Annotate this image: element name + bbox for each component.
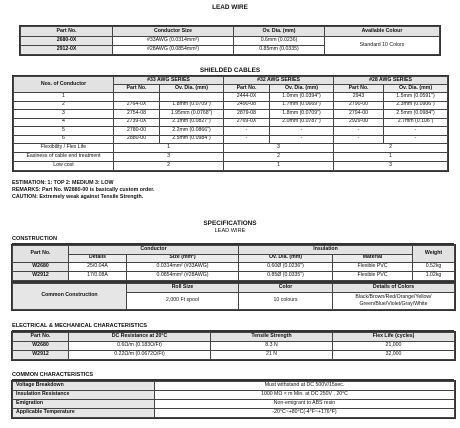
part-number: 2739-0X: [114, 118, 160, 127]
overall-diameter: 2.2mm (0.0866"): [160, 127, 224, 136]
available-colour: Standard 10 Colors: [325, 37, 440, 55]
lead-wire-table: [20, 26, 440, 55]
header-weight: Weight: [413, 246, 455, 263]
insulation-diameter: 0.85Ø (0.0335"): [239, 272, 333, 281]
rating-value: 2: [114, 162, 224, 171]
overall-diameter: 1.8mm (0.0709"): [160, 101, 224, 110]
sub-header-part-no: Part No.: [114, 85, 160, 93]
part-number: -: [334, 135, 384, 144]
part-number: W2912: [13, 272, 69, 281]
overall-diameter: -: [270, 135, 334, 144]
conductor-count: 3: [14, 110, 114, 119]
lead-wire-header-dia: Ov. Dia. (mm): [234, 27, 325, 37]
table-row: [14, 101, 448, 110]
construction-divider: [12, 243, 454, 244]
dc-resistance: 0.6Ω/m (0.183Ω/Ft): [69, 341, 211, 350]
part-number: [114, 93, 160, 102]
part-number: W2912: [13, 350, 69, 359]
overall-diameter: -: [384, 135, 448, 144]
common-characteristics-heading: COMMON CHARACTERISTICS: [12, 372, 94, 378]
part-number: 2444-0X: [224, 93, 270, 102]
header-details-of-colors: Details of Colors: [333, 284, 455, 293]
flex-life: 21,000: [333, 341, 455, 350]
characteristic-label: Voltage Breakdown: [13, 382, 155, 391]
details-of-colors-value: Black/Brown/Red/Orange/Yellow/ Green/Blue/Violet/Gray/White: [333, 292, 455, 309]
overall-diameter: 0.6mm (0.0236): [234, 37, 325, 46]
part-number: 2780-00: [114, 127, 160, 136]
roll-size-value: 2,000 Ft spool: [127, 292, 239, 309]
construction-table: [12, 245, 455, 281]
part-number: 2490-08: [224, 101, 270, 110]
header-part-no: Part No.: [13, 246, 69, 263]
part-number: -: [224, 135, 270, 144]
part-number: 2790-00: [334, 101, 384, 110]
part-number: W2680: [13, 263, 69, 272]
characteristic-value: Non-emigrant to ABS resin: [155, 400, 455, 409]
rating-row: [14, 153, 448, 162]
part-number: 2880-00: [114, 135, 160, 144]
specifications-subtitle: LEAD WIRE: [214, 228, 246, 234]
part-number: 2754-08: [114, 110, 160, 119]
estimation-note: ESTIMATION: 1: TOP 2: MEDIUM 3: LOW: [12, 180, 114, 186]
rating-label: Easiness of cable end treatment: [14, 153, 114, 162]
electrical-table: [12, 332, 455, 360]
color-count-value: 10 colours: [239, 292, 333, 309]
header-flex-life: Flex Life (cycles): [333, 333, 455, 342]
weight: 0.52kg: [413, 263, 455, 272]
overall-diameter: 2.5mm (0.0984"): [160, 135, 224, 144]
conductor-count: 5: [14, 127, 114, 136]
sub-header-material: Material: [333, 254, 413, 263]
part-number: 2929-00: [334, 118, 384, 127]
rating-row: [14, 144, 448, 153]
part-number: 2912-0X: [21, 46, 113, 55]
overall-diameter: 0.85mm (0.0335): [234, 46, 325, 55]
tensile-strength: 8.3 N: [211, 341, 333, 350]
table-row: [14, 110, 448, 119]
table-row: [13, 382, 455, 391]
sub-header-part-no: Part No.: [334, 85, 384, 93]
tensile-strength: 21 N: [211, 350, 333, 359]
rating-value: 1: [334, 153, 448, 162]
overall-diameter: 1.8mm (0.0709"): [270, 110, 334, 119]
overall-diameter: [160, 93, 224, 102]
header-32-awg-series: #32 AWG SERIES: [224, 77, 334, 85]
characteristic-value: Must withstand at DC 500V/15sec.: [155, 382, 455, 391]
sub-header-details: Details: [69, 254, 127, 263]
characteristic-label: Insulation Resistance: [13, 391, 155, 400]
part-number: 2879-08: [224, 110, 270, 119]
lead-wire-header-colour: Available Colour: [325, 27, 440, 37]
construction-sub-header-row: [13, 254, 455, 263]
conductor-count: 6: [14, 135, 114, 144]
electrical-header-row: [13, 333, 455, 342]
overall-diameter: 2.1mm (0.0827"): [160, 118, 224, 127]
construction-heading: CONSTRUCTION: [12, 236, 58, 242]
table-row: [14, 118, 448, 127]
table-row: [13, 263, 455, 272]
electrical-divider: [12, 330, 454, 331]
conductor-size: 0.0314mm² (#33AWG): [127, 263, 239, 272]
common-construction-header-row: [13, 284, 455, 293]
part-number: 2764-0X: [114, 101, 160, 110]
shielded-cables-title: SHIELDED CABLES: [199, 67, 261, 74]
table-row: [13, 400, 455, 409]
conductor-count: 2: [14, 101, 114, 110]
overall-diameter: -: [384, 127, 448, 136]
table-row: [14, 135, 448, 144]
table-row: [13, 272, 455, 281]
remarks-note: REMARKS: Part No. W2880-00 is basically custom order.: [12, 187, 155, 194]
lead-wire-title: LEAD WIRE: [212, 4, 248, 11]
lead-wire-header-row: [21, 27, 440, 37]
overall-diameter: 1.0mm (0.0394"): [270, 93, 334, 102]
overall-diameter: 1.5mm (0.0591"): [384, 93, 448, 102]
rating-row: [14, 162, 448, 171]
lead-wire-header-size: Conductor Size: [113, 27, 234, 37]
weight: 1.02kg: [413, 272, 455, 281]
rating-value: 1: [114, 144, 224, 153]
rating-value: 2: [224, 153, 334, 162]
rating-label: Low cost: [14, 162, 114, 171]
part-number: -: [224, 127, 270, 136]
header-color: Color: [239, 284, 333, 293]
header-roll-size: Roll Size: [127, 284, 239, 293]
construction-header-row: [13, 246, 455, 255]
common-construction-table: [12, 283, 455, 310]
sub-header-size: Size (mm²): [127, 254, 239, 263]
sub-header-ov-dia: Ov. Dia. (mm): [384, 85, 448, 93]
conductor-details: 17/0.08A: [69, 272, 127, 281]
rating-value: 2: [334, 144, 448, 153]
shielded-notes: [12, 180, 154, 201]
characteristic-value: -20°C~+80°C(-4°F~+176°F): [155, 409, 455, 418]
flex-life: 32,000: [333, 350, 455, 359]
header-nos-of-conductor: Nos. of Conductor: [14, 77, 114, 93]
header-33-awg-series: #33 AWG SERIES: [114, 77, 224, 85]
rating-label: Flexibility / Flex Life: [14, 144, 114, 153]
sub-header-ov-dia: Ov. Dia. (mm): [160, 85, 224, 93]
table-row: [13, 341, 455, 350]
lead-wire-header-part: Part No.: [21, 27, 113, 37]
header-dc-resistance: DC Resistance at 20°C: [69, 333, 211, 342]
conductor-size: #28AWG (0.0854mm²): [113, 46, 234, 55]
header-part-no: Part No.: [13, 333, 69, 342]
common-characteristics-table: [12, 381, 455, 418]
overall-diameter: -: [270, 127, 334, 136]
part-number: 2680-0X: [21, 37, 113, 46]
overall-diameter: 1.7mm (0.0669"): [270, 101, 334, 110]
part-number: 2943: [334, 93, 384, 102]
rating-value: 3: [224, 144, 334, 153]
shielded-group-header-row: [14, 77, 448, 85]
insulation-diameter: 0.60Ø (0.0236"): [239, 263, 333, 272]
rating-value: 3: [114, 153, 224, 162]
electrical-heading: ELECTRICAL & MECHANICAL CHARACTERISTICS: [12, 323, 147, 329]
table-row: [21, 37, 440, 46]
part-number: 2769-0X: [224, 118, 270, 127]
conductor-size: #33AWG (0.0314mm²): [113, 37, 234, 46]
conductor-count: 4: [14, 118, 114, 127]
overall-diameter: 2.0mm (0.0787"): [270, 118, 334, 127]
characteristic-label: Applicable Temperature: [13, 409, 155, 418]
shielded-cables-table: [13, 76, 448, 171]
table-row: [14, 93, 448, 102]
overall-diameter: 2.5mm (0.0984"): [384, 110, 448, 119]
overall-diameter: 2.7mm (0.106"): [384, 118, 448, 127]
sub-header-part-no: Part No.: [224, 85, 270, 93]
conductor-count: 1: [14, 93, 114, 102]
header-28-awg-series: #28 AWG SERIES: [334, 77, 448, 85]
conductor-size: 0.0854mm² (#28AWG): [127, 272, 239, 281]
rating-value: 3: [334, 162, 448, 171]
conductor-details: 25/0.04A: [69, 263, 127, 272]
specifications-title: SPECIFICATIONS: [203, 220, 257, 227]
part-number: -: [334, 127, 384, 136]
part-number: W2680: [13, 341, 69, 350]
common-construction-label: Common Construction: [13, 284, 127, 310]
header-tensile-strength: Tensile Strength: [211, 333, 333, 342]
overall-diameter: 1.95mm (0.0768"): [160, 110, 224, 119]
rating-value: 1: [224, 162, 334, 171]
characteristic-label: Emigration: [13, 400, 155, 409]
table-row: [13, 350, 455, 359]
insulation-material: Flexible PVC: [333, 272, 413, 281]
table-row: [13, 409, 455, 418]
dc-resistance: 0.22Ω/m (0.0672Ω/Ft): [69, 350, 211, 359]
sub-header-ov-dia: Ov. Dia. (mm): [239, 254, 333, 263]
caution-note: CAUTION: Extremely weak against Tensile Strength.: [12, 194, 144, 201]
overall-diameter: 2.3mm (0.0906"): [384, 101, 448, 110]
sub-header-ov-dia: Ov. Dia. (mm): [270, 85, 334, 93]
table-row: [13, 391, 455, 400]
table-row: [14, 127, 448, 136]
insulation-material: Flexible PVC: [333, 263, 413, 272]
header-conductor: Conductor: [69, 246, 239, 255]
header-insulation: Insulation: [239, 246, 413, 255]
part-number: 2794-00: [334, 110, 384, 119]
characteristic-value: 1000 MΩ × m Min. at DC 250V , 20°C: [155, 391, 455, 400]
common-characteristics-divider: [12, 379, 454, 380]
